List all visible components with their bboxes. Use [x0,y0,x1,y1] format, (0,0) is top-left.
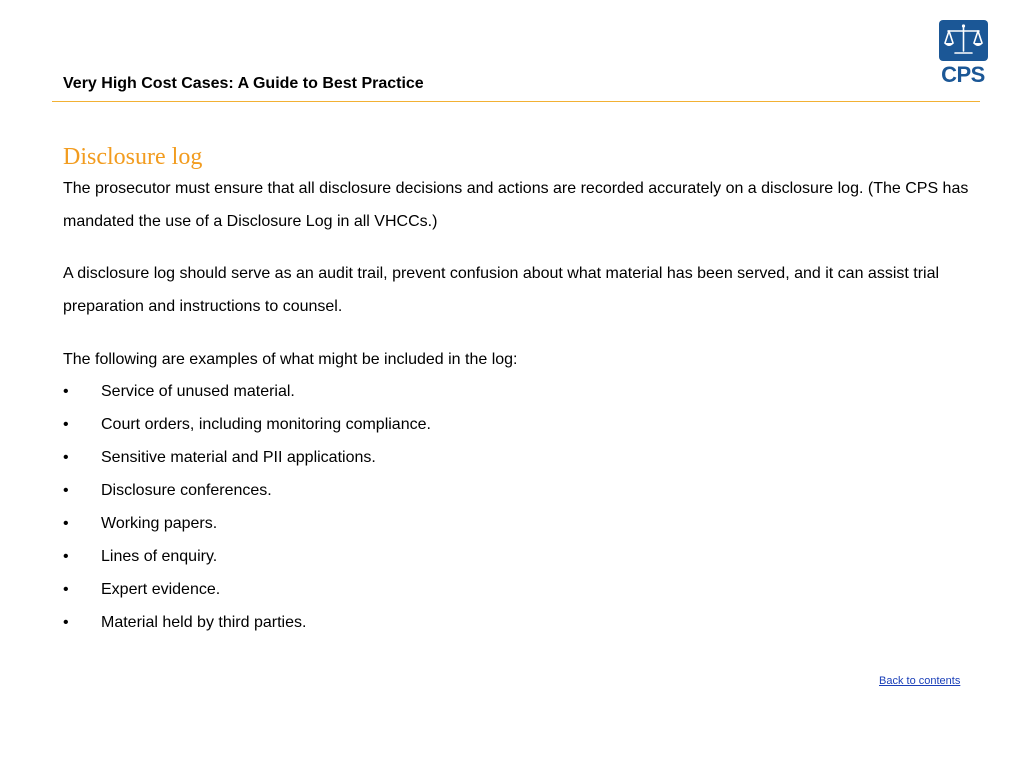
logo-text: CPS [941,62,985,87]
list-item-text: Service of unused material. [101,383,295,400]
bullet-icon: • [63,548,69,565]
back-to-contents-link[interactable]: Back to contents [879,675,961,687]
bullet-icon: • [63,449,69,466]
bullet-icon: • [63,614,69,631]
bullet-icon: • [63,383,69,400]
header-divider [52,101,980,102]
list-item-text: Material held by third parties. [101,614,307,631]
bullet-icon: • [63,416,69,433]
list-item-text: Disclosure conferences. [101,482,272,499]
bullet-icon: • [63,581,69,598]
bullet-icon: • [63,482,69,499]
bullet-icon: • [63,515,69,532]
list-item-text: Working papers. [101,515,218,532]
list-item-text: Sensitive material and PII applications. [101,449,376,466]
list-item-text: Expert evidence. [101,581,221,598]
paragraph-examples-intro: The following are examples of what might be included in the log: [63,351,518,368]
scales-of-justice-icon [939,20,988,61]
section-heading: Disclosure log [63,144,203,170]
document-title: Very High Cost Cases: A Guide to Best Practice [63,75,424,92]
cps-logo [938,20,988,90]
list-item-text: Lines of enquiry. [101,548,218,565]
paragraph-recording-requirement: The prosecutor must ensure that all disclosure decisions and actions are recorded accurately on a disclosure log. (The CPS has mandated the use of a Disclosure Log in all VHCCs.) [63,180,969,230]
list-item-text: Court orders, including monitoring compliance. [101,416,431,433]
paragraph-audit-trail: A disclosure log should serve as an audit trail, prevent confusion about what material has been served, and it can assist trial preparation and instructions to counsel. [63,265,940,315]
